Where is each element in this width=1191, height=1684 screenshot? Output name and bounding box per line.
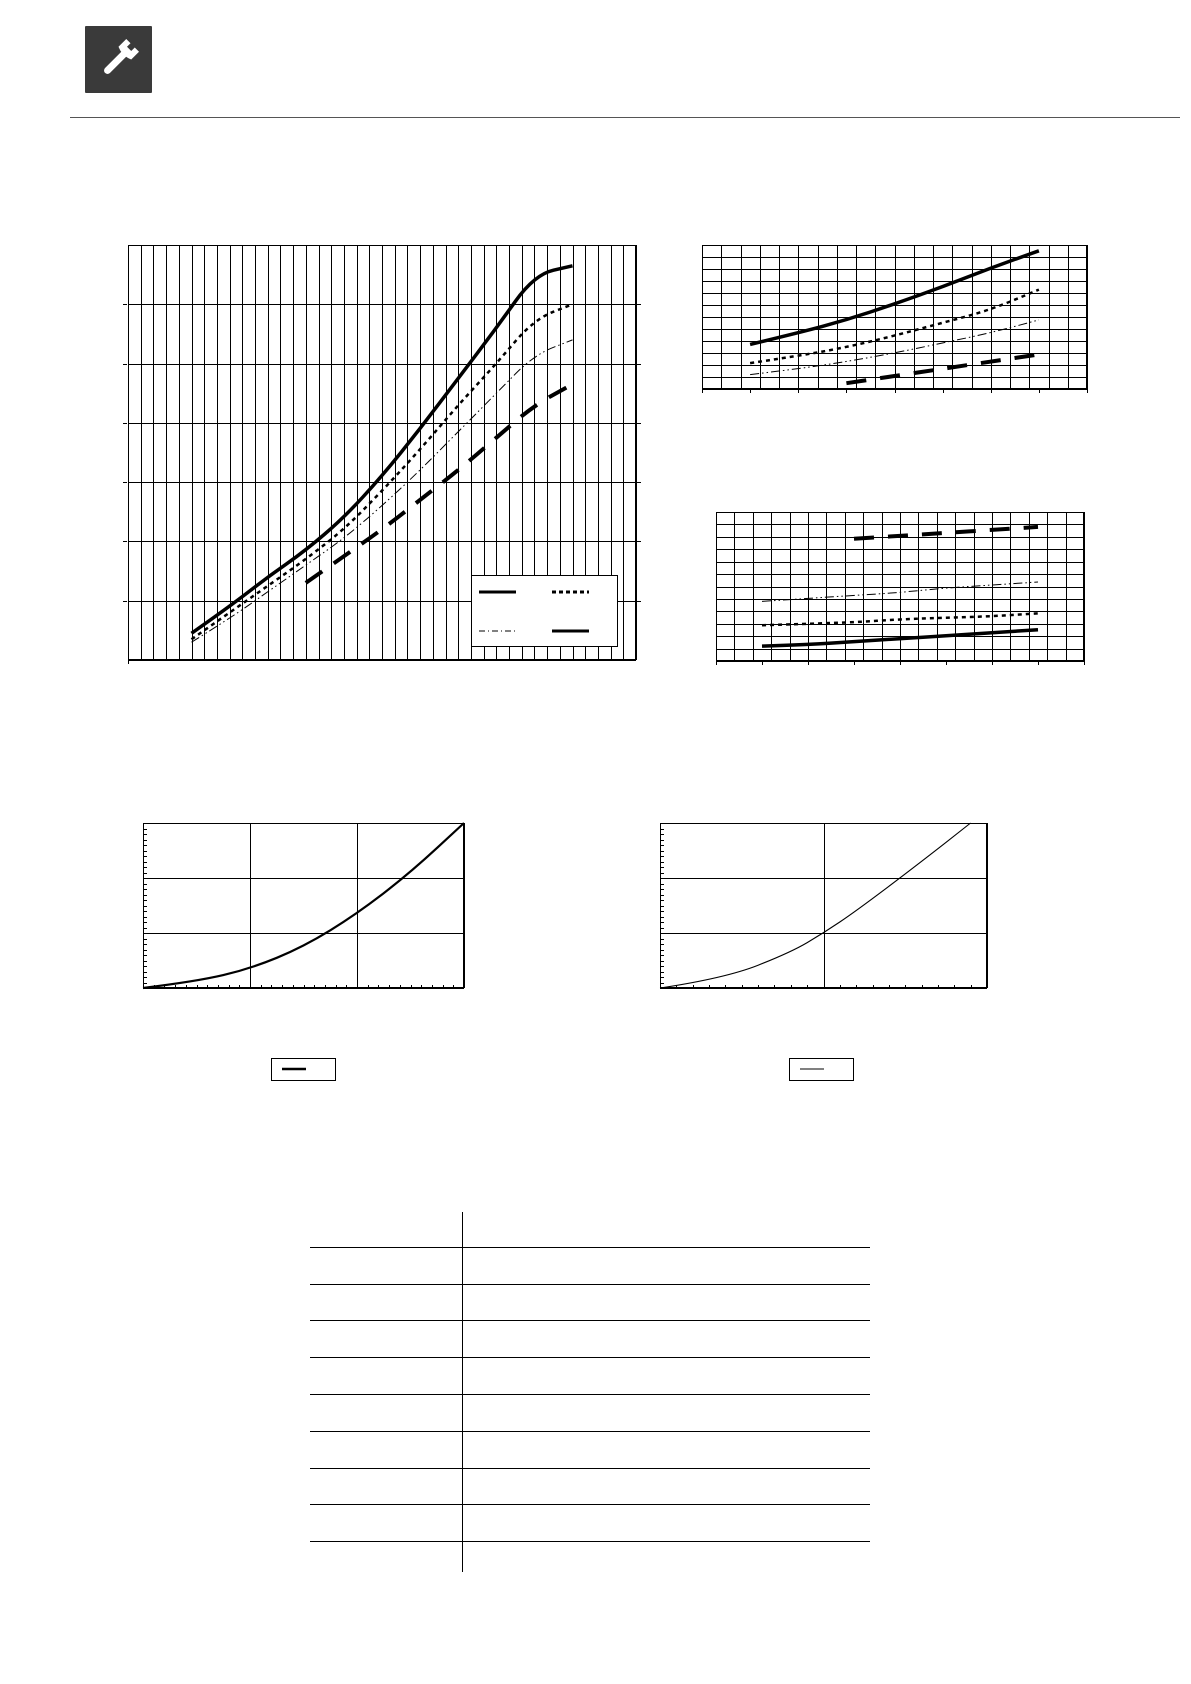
table-row-divider	[310, 1320, 870, 1321]
data-table	[310, 1212, 870, 1572]
header-divider	[70, 117, 1180, 118]
header-badge	[85, 26, 152, 93]
table-row-divider	[310, 1468, 870, 1469]
grid	[702, 245, 1088, 393]
bottom-right-chart-series-0	[660, 823, 971, 988]
main-chart-legend	[471, 575, 618, 647]
table-row-divider	[310, 1431, 870, 1432]
bottom-left-chart-series-0	[143, 823, 464, 988]
top-right-chart-series-2	[750, 320, 1039, 375]
main-chart-series-3	[306, 384, 573, 583]
bottom-left-chart	[143, 823, 464, 988]
table-column-divider	[462, 1212, 463, 1572]
table-row-divider	[310, 1504, 870, 1505]
top-right-chart	[702, 245, 1087, 389]
plot-frame	[144, 824, 464, 988]
grid	[143, 823, 465, 989]
bottom-right-chart	[660, 823, 987, 988]
plot-frame	[661, 824, 987, 988]
top-right-chart-series-1	[750, 290, 1039, 364]
table-row-divider	[310, 1541, 870, 1542]
table-row-divider	[310, 1357, 870, 1358]
top-right-chart-series-0	[750, 251, 1039, 345]
wrench-icon	[85, 26, 152, 93]
table-row-divider	[310, 1284, 870, 1285]
bottom-left-legend	[271, 1058, 336, 1081]
table-row-divider	[310, 1247, 870, 1248]
middle-right-chart	[716, 512, 1084, 661]
bottom-right-legend	[789, 1058, 854, 1081]
table-row-divider	[310, 1394, 870, 1395]
